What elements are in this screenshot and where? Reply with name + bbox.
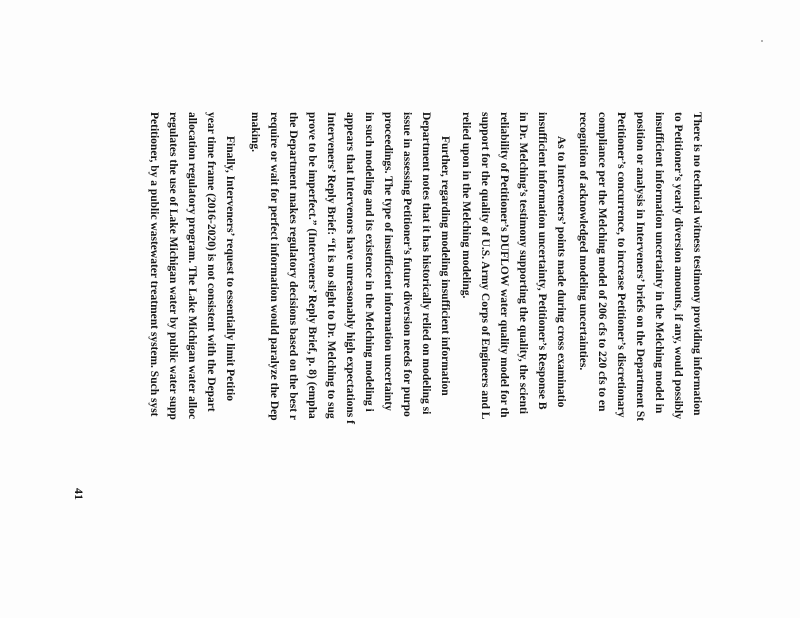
text-line: reliability of Petitioner’s DUFLOW water quality model for th (498, 112, 510, 418)
text-line: year time frame (2016-2020) is not consistent with the Depart (205, 112, 217, 412)
text-line: allocation regulatory program. The Lake Michigan water alloc (186, 112, 198, 420)
text-line: position or analysis in Interveners’ briefs on the Department St (634, 112, 646, 422)
text-line: recognition of acknowledged modeling uncertainties. (577, 112, 589, 371)
text-line: compliance per the Melching model of 206 cfs to 220 cfs to en (596, 112, 608, 412)
text-line: proceedings. The type of insufficient information uncertainty (382, 112, 394, 411)
text-line: support for the quality of U.S. Army Corps of Engineers and L (479, 112, 491, 420)
scan-speck (761, 40, 763, 42)
text-line: Department notes that it has historically relied on modeling si (420, 112, 432, 415)
text-line: require or wait for perfect information would paralyze the Dep (268, 112, 280, 421)
text-line: Petitioner, by a public wastewater treatment system. Such syst (148, 112, 160, 417)
page-number: 41 (72, 488, 86, 500)
text-line: insufficient information uncertainty in the Melching model in (653, 112, 665, 414)
text-line: relied upon in the Melching modeling. (460, 112, 472, 299)
text-line: in such modeling and its existence in the Melching modeling i (363, 112, 375, 412)
text-line: insufficient information uncertainty, Petitioner’s Response B (536, 112, 548, 410)
text-line: Further, regarding modeling insufficient information (439, 136, 451, 396)
text-line: to Petitioner’s yearly diversion amounts, if any, would possibly (672, 112, 684, 420)
text-line: Interveners’ Reply Brief: “It is no slight to Dr. Melching to sug (325, 112, 337, 419)
text-line: in Dr. Melching’s testimony supporting the quality, the scienti (517, 112, 529, 414)
text-line: There is no technical witness testimony providing information (691, 112, 703, 416)
text-line: regulates the use of Lake Michigan water by public water supp (167, 112, 179, 420)
text-line: appears that Intervenors have unreasonably high expectations f (344, 112, 356, 424)
text-line: prove to be imperfect.” (Interveners’ Reply Brief, p. 8) (empha (306, 112, 318, 419)
text-line: As to Interveners’ points made during cross examinatio (555, 136, 567, 408)
text-line: Finally, Interveners’ request to essentially limit Petitio (224, 136, 236, 401)
rotated-text-block (148, 112, 705, 618)
text-line: Petitioner’s concurrence, to increase Petitioner’s discretionary (615, 112, 627, 418)
text-line: making. (249, 112, 261, 152)
text-line: issue in assessing Petitioner’s future diversion needs for purpo (401, 112, 413, 417)
text-line: the Department makes regulatory decisions based on the best r (287, 112, 299, 421)
